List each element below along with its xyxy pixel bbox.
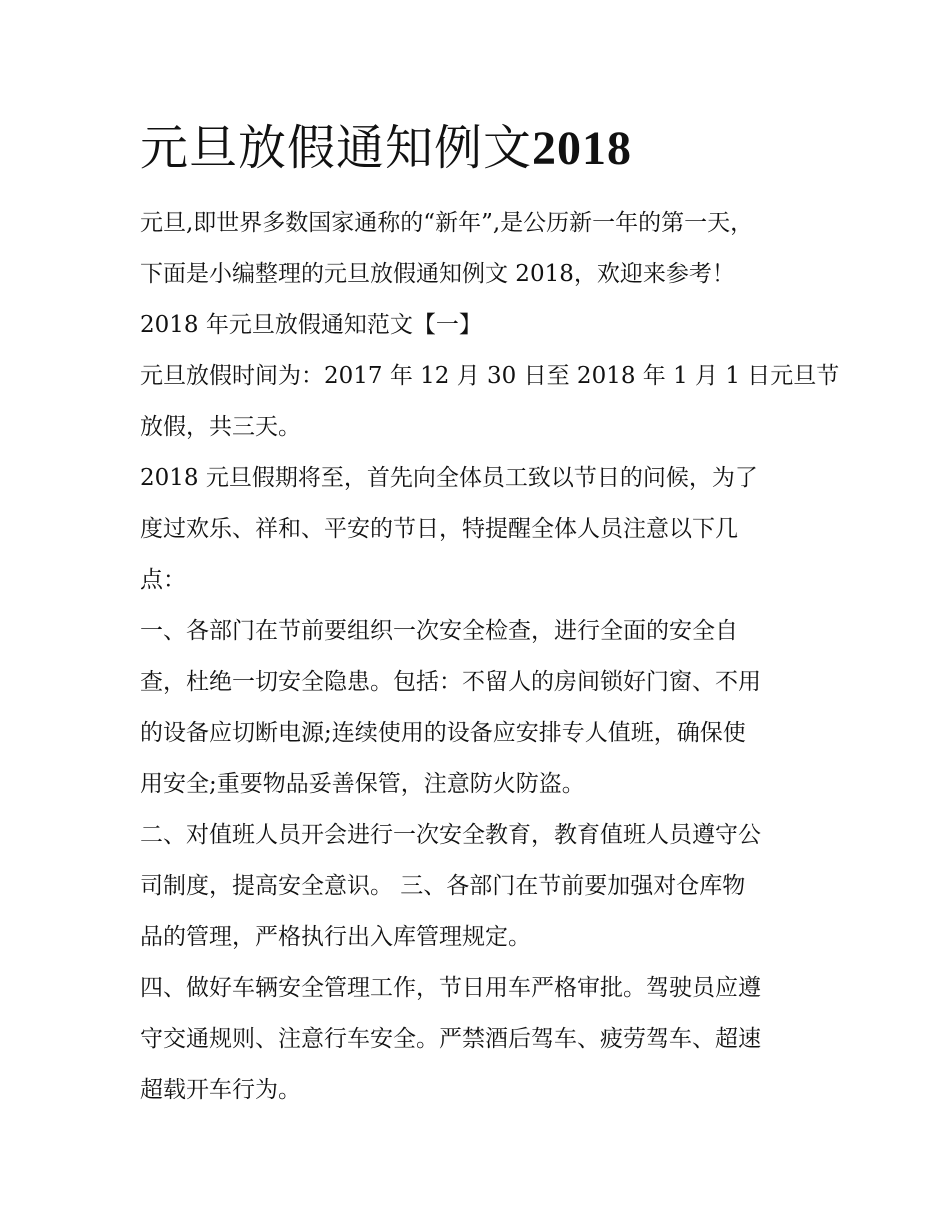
title-text: 元旦放假通知例文 (140, 120, 533, 176)
body-line: 的设备应切断电源;连续使用的设备应安排专人值班，确保使 (140, 720, 746, 746)
body-line: 一、各部门在节前要组织一次安全检查，进行全面的安全自 (140, 618, 738, 644)
title-year: 2018 (532, 122, 633, 175)
document-title (140, 118, 632, 179)
body-line: 守交通规则、注意行车安全。严禁酒后驾车、疲劳驾车、超速 (140, 1026, 761, 1052)
body-line: 二、对值班人员开会进行一次安全教育，教育值班人员遵守公 (140, 822, 761, 848)
body-line: 元旦放假时间为：2017 年 12 月 30 日至 2018 年 1 月 1 日元旦节 (140, 363, 840, 389)
body-line: 元旦,即世界多数国家通称的“新年”,是公历新一年的第一天， (140, 210, 754, 236)
body-line: 下面是小编整理的元旦放假通知例文 2018，欢迎来参考！ (140, 261, 735, 287)
body-line: 查，杜绝一切安全隐患。包括：不留人的房间锁好门窗、不用 (140, 669, 761, 695)
document-body (140, 198, 840, 1116)
body-line: 点： (140, 567, 186, 593)
body-line: 超载开车行为。 (140, 1077, 301, 1103)
body-line: 司制度，提高安全意识。 三、各部门在节前要加强对仓库物 (140, 873, 746, 899)
body-line: 放假，共三天。 (140, 414, 301, 440)
body-line: 用安全;重要物品妥善保管，注意防火防盗。 (140, 771, 585, 797)
body-line: 品的管理，严格执行出入库管理规定。 (140, 924, 531, 950)
section-heading: 2018 年元旦放假通知范文【一】 (140, 312, 482, 338)
body-line: 度过欢乐、祥和、平安的节日，特提醒全体人员注意以下几 (140, 516, 738, 542)
body-line: 2018 元旦假期将至，首先向全体员工致以节日的问候，为了 (140, 465, 758, 491)
body-line: 四、做好车辆安全管理工作，节日用车严格审批。驾驶员应遵 (140, 975, 761, 1001)
